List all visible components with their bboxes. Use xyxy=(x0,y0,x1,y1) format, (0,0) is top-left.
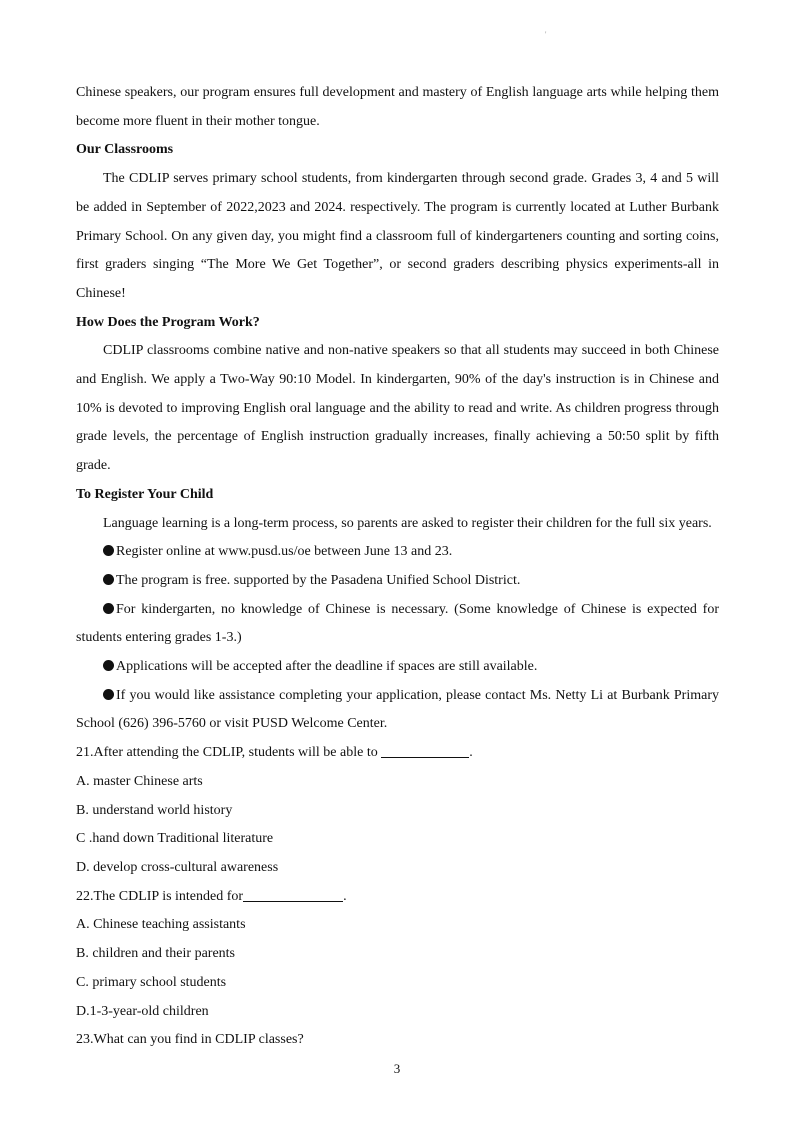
bullet-text: Register online at www.pusd.us/oe between June 13 and 23. xyxy=(116,544,453,560)
register-paragraph: Language learning is a long-term process, so parents are asked to register their children for the full six years. xyxy=(103,515,712,531)
register-bullet xyxy=(76,682,719,739)
bullet-icon xyxy=(103,574,114,585)
question-21 xyxy=(76,739,719,768)
question-21-option: D. develop cross-cultural awareness xyxy=(76,859,279,875)
question-stem: 21.After attending the CDLIP, students will be able to xyxy=(76,745,382,761)
classrooms-paragraph: The CDLIP serves primary school students, from kindergarten through second grade. Grades 3, 4 and 5 will be added in September of 2022,2023 and 2024. respectively. The program is currently located at Luther Burbank Primary School. On any given day, you might find a classroom full of kindergarteners counting and sorting coins, first graders singing “The More We Get Together”, or second graders describing physics experiments-all in Chinese! xyxy=(76,171,719,301)
heading-our-classrooms: Our Classrooms xyxy=(76,142,174,158)
intro-paragraph: Chinese speakers, our program ensures full development and mastery of English language arts while helping them become more fluent in their mother tongue. xyxy=(76,85,719,129)
register-bullet xyxy=(76,596,719,653)
question-22-option: C. primary school students xyxy=(76,974,227,990)
question-21-option: A. master Chinese arts xyxy=(76,773,203,789)
register-bullet xyxy=(76,538,719,567)
question-22-option: A. Chinese teaching assistants xyxy=(76,917,246,933)
page-number: 3 xyxy=(393,1061,401,1076)
question-21-option: C .hand down Traditional literature xyxy=(76,831,274,847)
document-page xyxy=(76,79,719,1055)
question-22-option: D.1-3-year-old children xyxy=(76,1003,209,1019)
bullet-text: Applications will be accepted after the deadline if spaces are still available. xyxy=(116,659,538,675)
answer-blank xyxy=(243,887,343,902)
how-it-works-paragraph: CDLIP classrooms combine native and non-native speakers so that all students may succeed in both Chinese and English. We apply a Two-Way 90:10 Model. In kindergarten, 90% of the day's instruction is in Chinese and 10% is devoted to improving English oral language and the ability to read and write. As children progress through grade levels, the percentage of English instruction gradually increases, finally achieving a 50:50 split by fifth grade. xyxy=(76,343,719,474)
bullet-text: The program is free. supported by the Pasadena Unified School District. xyxy=(116,572,521,588)
question-22-option: B. children and their parents xyxy=(76,946,236,962)
page-mark: ' xyxy=(545,30,547,39)
heading-how-program-works: How Does the Program Work? xyxy=(76,314,260,330)
register-bullet xyxy=(76,567,719,596)
bullet-icon xyxy=(103,603,114,614)
question-stem: 22.The CDLIP is intended for xyxy=(76,888,244,904)
bullet-icon xyxy=(103,689,114,700)
heading-register-child: To Register Your Child xyxy=(76,486,214,502)
question-end: . xyxy=(343,888,347,904)
question-22 xyxy=(76,883,719,912)
bullet-icon xyxy=(103,545,114,556)
question-end: . xyxy=(469,745,473,761)
register-bullet xyxy=(76,653,719,682)
answer-blank xyxy=(381,743,469,758)
question-23: 23.What can you find in CDLIP classes? xyxy=(76,1032,304,1048)
bullet-text: If you would like assistance completing your application, please contact Ms. Netty Li at Burbank Primary School (626) 396-5760 or visit PUSD Welcome Center. xyxy=(76,687,719,732)
question-21-option: B. understand world history xyxy=(76,802,233,818)
bullet-icon xyxy=(103,660,114,671)
bullet-text: For kindergarten, no knowledge of Chinese is necessary. (Some knowledge of Chinese is expected for students entering grades 1-3.) xyxy=(76,601,719,646)
